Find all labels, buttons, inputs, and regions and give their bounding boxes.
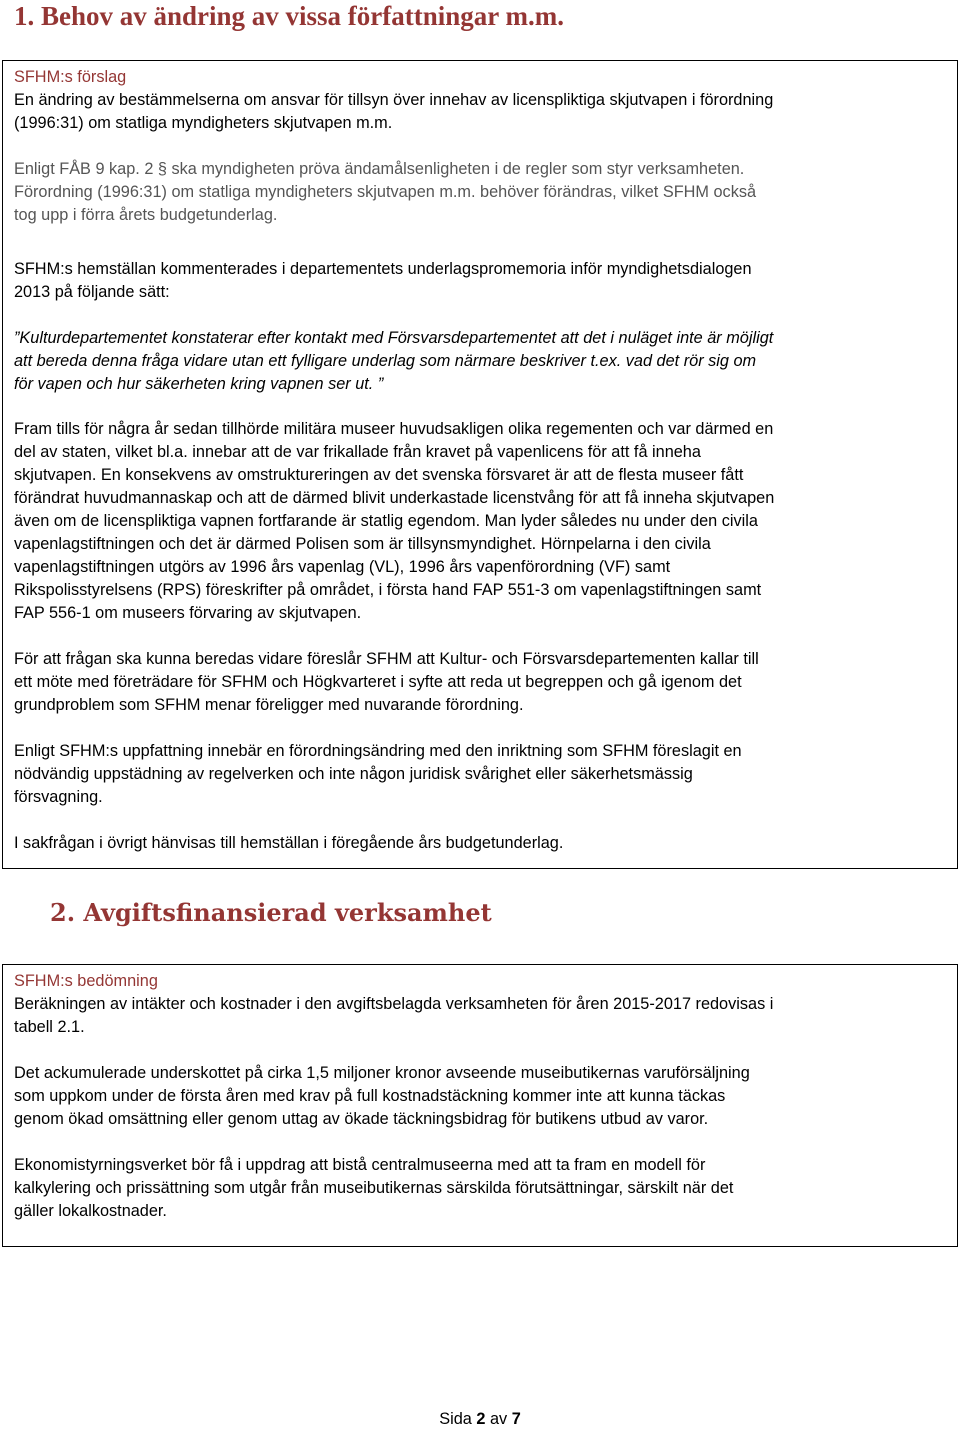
history-line: förändrat huvudmannaskap och att de därmed blivit underkastade licenstvång för att få inneha skjutvapen (14, 489, 775, 507)
calc-line: Beräkningen av intäkter och kostnader i den avgiftsbelagda verksamheten för åren 2015-2017 redovisas i (14, 995, 774, 1013)
meeting-line: ett möte med företrädare för SFHM och Högkvarteret i syfte att reda ut begreppen och gå igenom det (14, 673, 742, 691)
history-line: även om de licenspliktiga vapnen fortfarande är statlig egendom. Man lyder således nu under den civila (14, 512, 758, 530)
history-line: del av staten, vilket bl.a. innebar att de var frikallade från kravet på vapenlicens för att få inneha (14, 443, 701, 461)
opinion-line: Enligt SFHM:s uppfattning innebär en förordningsändring med den inriktning som SFHM föreslagit en (14, 742, 742, 760)
fab-line: Enligt FÅB 9 kap. 2 § ska myndigheten pröva ändamålsenligheten i de regler som styr verksamheten. (14, 160, 745, 178)
proposal-label: SFHM:s förslag (14, 68, 127, 86)
history-line: vapenlagstiftningen och det är därmed Polisen som är tillsynsmyndighet. Hörnpelarna i den civila (14, 535, 711, 553)
deficit-line: genom ökad omsättning eller genom uttag av ökade täckningsbidrag för butikens utbud av varor. (14, 1110, 709, 1128)
deficit-line: som uppkom under de första åren med krav på full kostnadstäckning kommer inte att kunna täckas (14, 1087, 726, 1105)
referral-line: I sakfrågan i övrigt hänvisas till hemställan i föregående års budgetunderlag. (14, 834, 564, 852)
esv-line: kalkylering och prissättning som utgår från museibutikernas särskilda förutsättningar, särskilt när det (14, 1179, 734, 1197)
section-2-heading: 2. Avgiftsfinansierad verksamhet (50, 898, 492, 927)
deficit-line: Det ackumulerade underskottet på cirka 1,5 miljoner kronor avseende museibutikernas varuförsäljning (14, 1064, 750, 1082)
history-line: vapenlagstiftningen utgörs av 1996 års vapenlag (VL), 1996 års vapenförordning (VF) samt (14, 558, 671, 576)
history-line: Rikspolisstyrelsens (RPS) föreskrifter på området, i första hand FAP 551-3 om vapenlagstiftningen samt (14, 581, 762, 599)
section-1-heading: 1. Behov av ändring av vissa författningar m.m. (14, 1, 565, 31)
quote-line: ”Kulturdepartementet konstaterar efter kontakt med Försvarsdepartementet att det i nuläget inte är möjligt (14, 329, 774, 347)
fab-line: tog upp i förra årets budgetunderlag. (14, 206, 278, 224)
esv-line: Ekonomistyrningsverket bör få i uppdrag att bistå centralmuseerna med att ta fram en modell för (14, 1156, 706, 1174)
opinion-line: nödvändig uppstädning av regelverken och inte någon juridisk svårighet eller säkerhetsmässig (14, 765, 693, 783)
footer-total-pages: 7 (511, 1410, 521, 1428)
fab-line: Förordning (1996:31) om statliga myndigheters skjutvapen m.m. behöver förändras, vilket SFHM också (14, 183, 757, 201)
esv-line: gäller lokalkostnader. (14, 1202, 167, 1220)
history-line: FAP 556-1 om museers förvaring av skjutvapen. (14, 604, 362, 622)
request-line: SFHM:s hemställan kommenterades i departementets underlagspromemoria inför myndighetsdialogen (14, 260, 752, 278)
footer-middle: av (489, 1410, 508, 1428)
quote-line: för vapen och hur säkerheten kring vapnen ser ut. ” (14, 375, 384, 393)
assessment-label: SFHM:s bedömning (14, 972, 158, 990)
page-footer (0, 1410, 960, 1429)
meeting-line: grundproblem som SFHM menar föreligger med nuvarande förordning. (14, 696, 524, 714)
request-line: 2013 på följande sätt: (14, 283, 170, 301)
footer-page-number: 2 (476, 1410, 486, 1428)
history-line: skjutvapen. En konsekvens av omstruktureringen av det svenska försvaret är att de flesta museer fått (14, 466, 744, 484)
opinion-line: försvagning. (14, 788, 103, 806)
history-line: Fram tills för några år sedan tillhörde militära museer huvudsakligen olika regementen och var därmed en (14, 420, 774, 438)
proposal-line: En ändring av bestämmelserna om ansvar för tillsyn över innehav av licenspliktiga skjutvapen i förordning (14, 91, 774, 109)
footer-prefix: Sida (439, 1410, 472, 1428)
calc-line: tabell 2.1. (14, 1018, 85, 1036)
meeting-line: För att frågan ska kunna beredas vidare föreslår SFHM att Kultur- och Försvarsdepartementen kallar till (14, 650, 759, 668)
proposal-line: (1996:31) om statliga myndigheters skjutvapen m.m. (14, 114, 393, 132)
quote-line: att bereda denna fråga vidare utan ett fylligare underlag som närmare beskriver t.ex. vad det rör sig om (14, 352, 757, 370)
